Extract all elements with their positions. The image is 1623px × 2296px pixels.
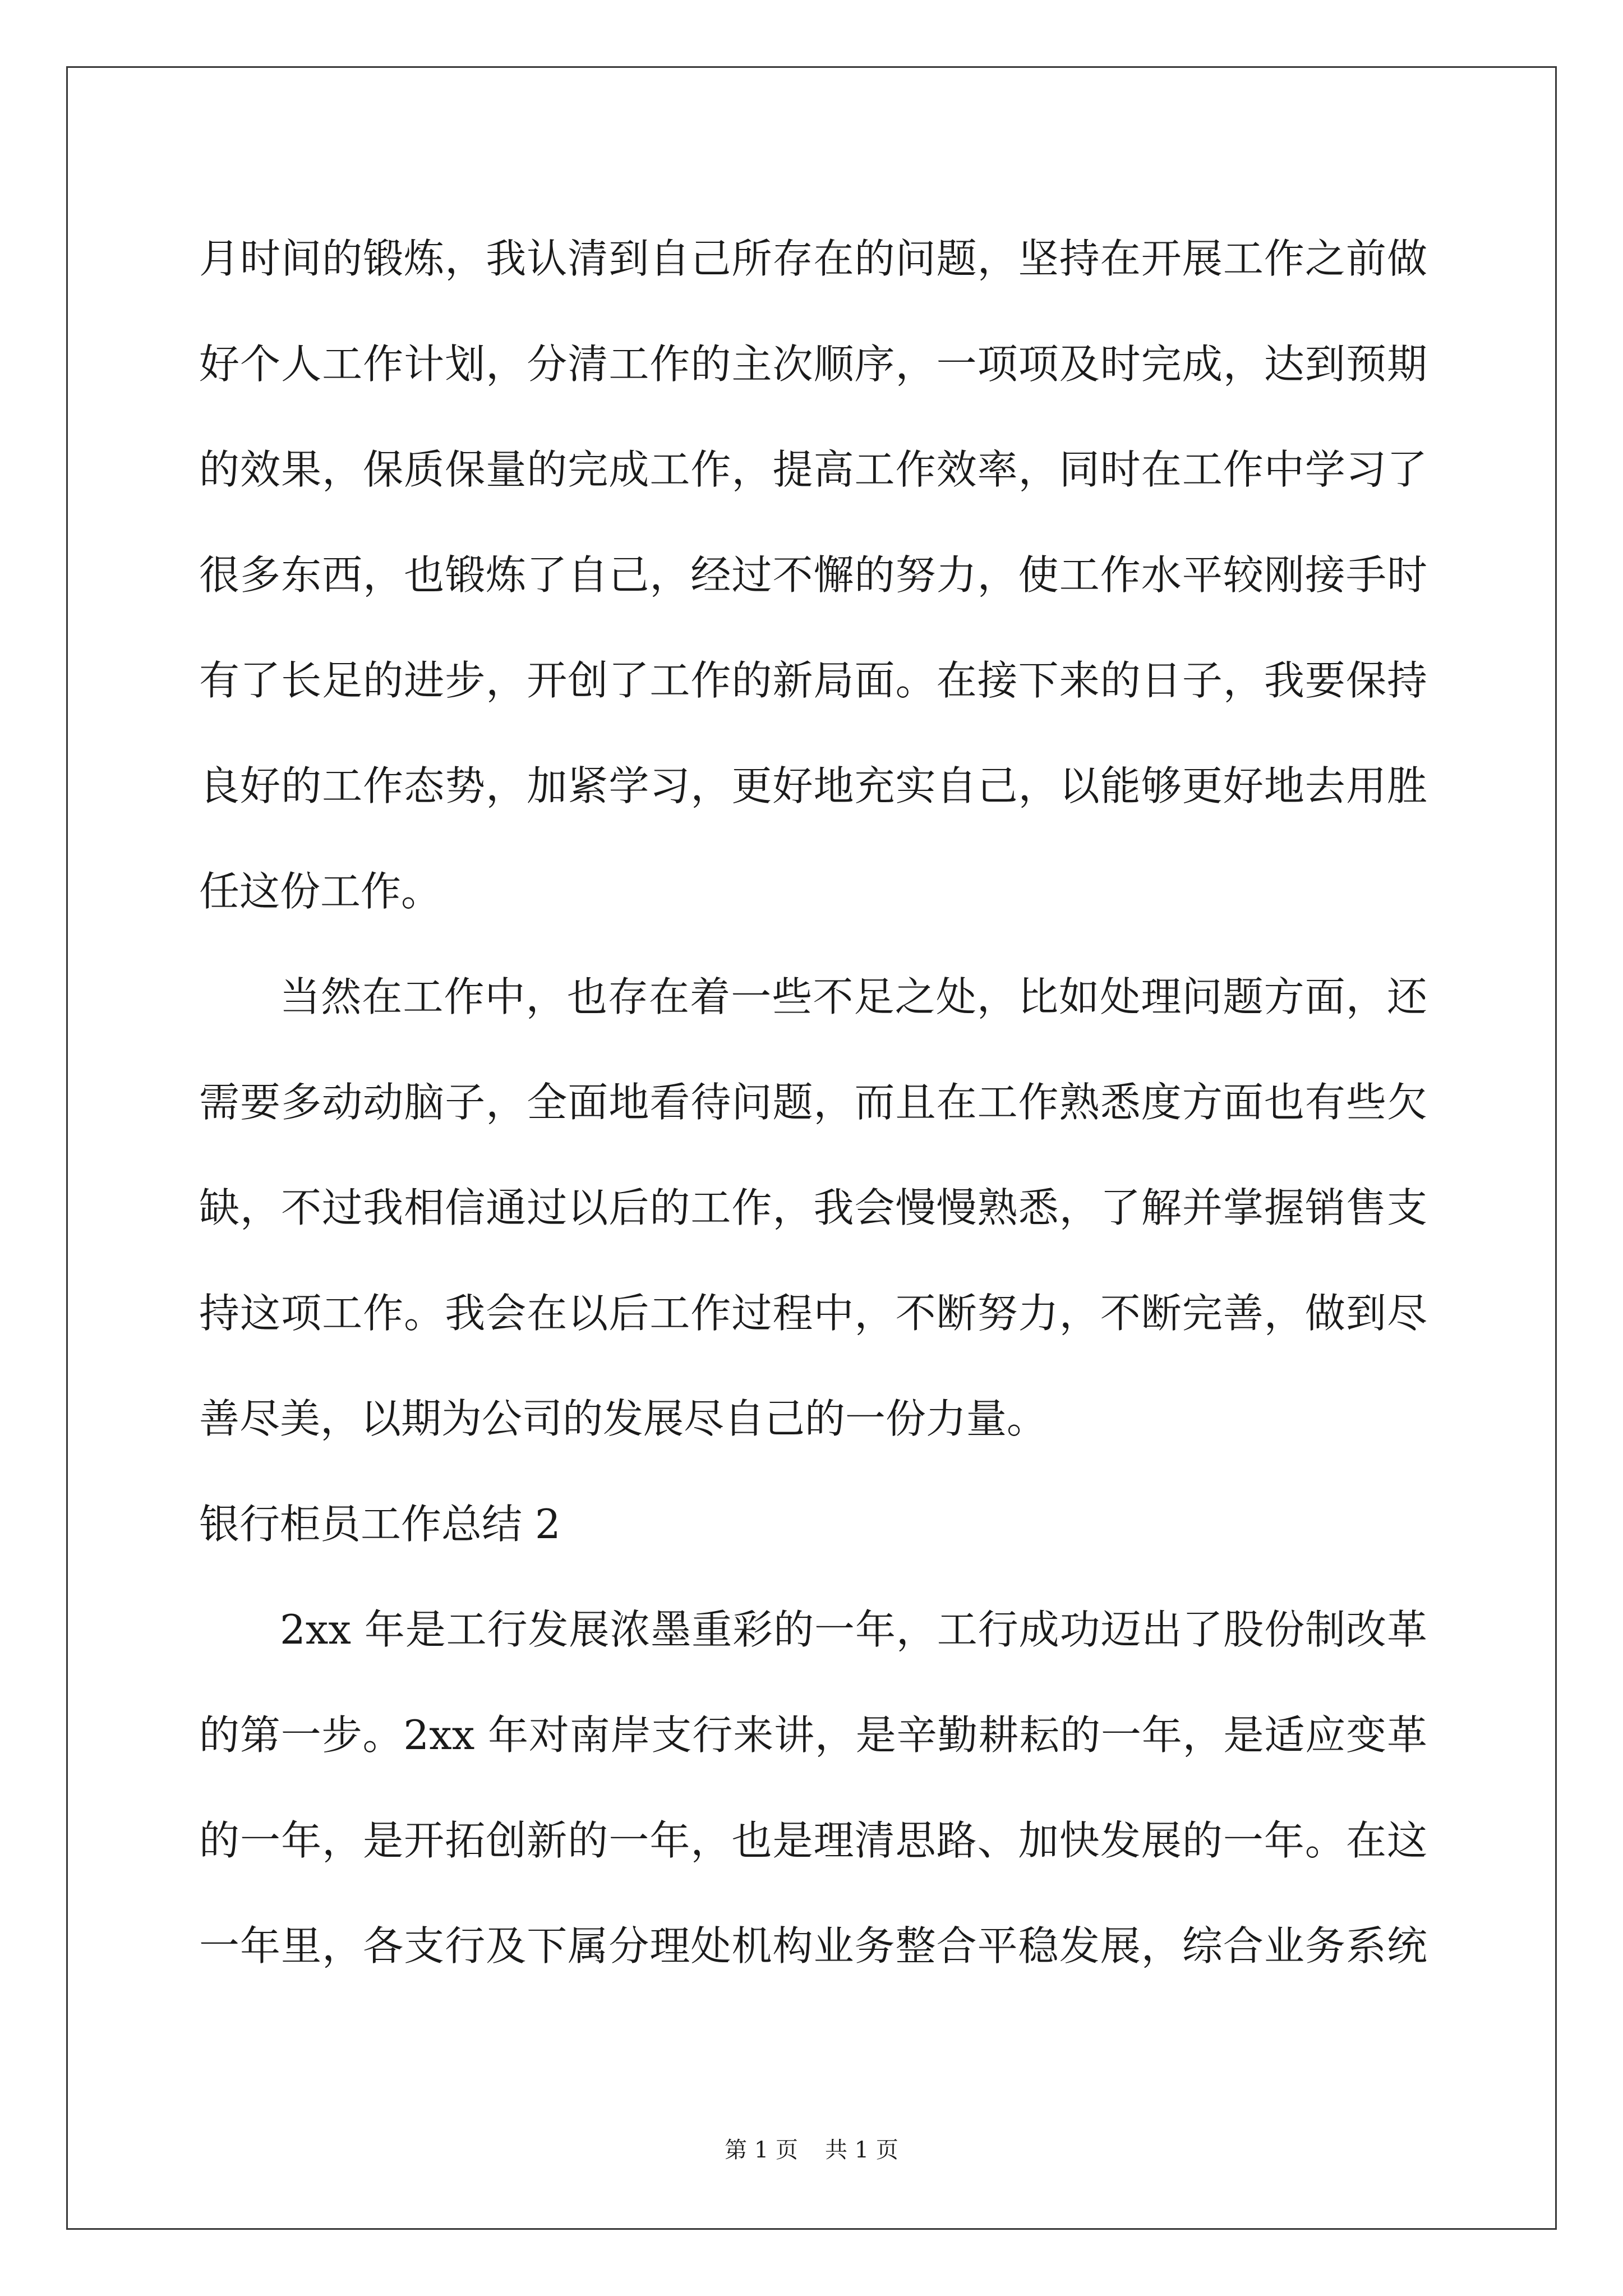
paragraph-first-line: 2xx 年是工行发展浓墨重彩的一年，工行成功迈出了股份制改革	[280, 1606, 1427, 1653]
text-line: 的第一步。2xx 年对南岸支行来讲，是辛勤耕耘的一年，是适应变革	[199, 1711, 1427, 1759]
page-total: 共 1 页	[825, 2137, 898, 2163]
text-line: 的效果，保质保量的完成工作，提高工作效率，同时在工作中学习了	[199, 446, 1427, 493]
text-line: 有了长足的进步，开创了工作的新局面。在接下来的日子，我要保持	[199, 657, 1427, 704]
text-line: 很多东西，也锻炼了自己，经过不懈的努力，使工作水平较刚接手时	[199, 551, 1427, 599]
paragraph-first-line: 当然在工作中，也存在着一些不足之处，比如处理问题方面，还	[280, 973, 1427, 1020]
text-line: 良好的工作态势，加紧学习，更好地充实自己，以能够更好地去用胜	[199, 762, 1427, 809]
section-heading: 银行柜员工作总结 2	[199, 1501, 561, 1548]
text-line: 好个人工作计划，分清工作的主次顺序，一项项及时完成，达到预期	[199, 341, 1427, 388]
document-body	[199, 206, 1427, 1999]
text-line: 月时间的锻炼，我认清到自己所存在的问题，坚持在开展工作之前做	[199, 235, 1427, 282]
page-number: 第 1 页	[725, 2137, 798, 2163]
text-line: 善尽美，以期为公司的发展尽自己的一份力量。	[199, 1395, 1048, 1442]
text-line: 任这份工作。	[199, 868, 442, 915]
text-line: 持这项工作。我会在以后工作过程中，不断努力，不断完善，做到尽	[199, 1290, 1427, 1337]
text-line: 一年里，各支行及下属分理处机构业务整合平稳发展，综合业务系统	[199, 1922, 1427, 1970]
page-footer	[0, 2136, 1623, 2164]
text-line: 的一年，是开拓创新的一年，也是理清思路、加快发展的一年。在这	[199, 1817, 1427, 1864]
text-line: 缺，不过我相信通过以后的工作，我会慢慢熟悉，了解并掌握销售支	[199, 1184, 1427, 1231]
text-line: 需要多动动脑子，全面地看待问题，而且在工作熟悉度方面也有些欠	[199, 1079, 1427, 1126]
